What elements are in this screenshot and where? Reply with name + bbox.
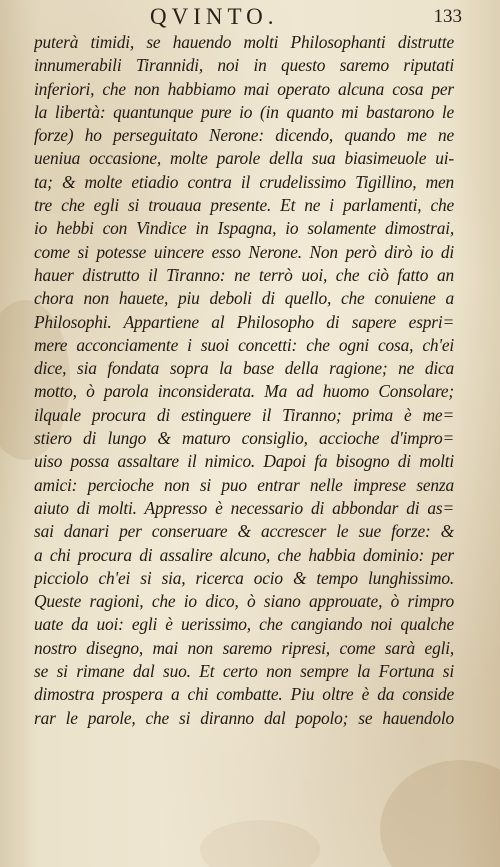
text-line: rar le parole, che si diranno dal popolo; se hauendolo xyxy=(34,707,454,728)
text-line: aiuto di molti. Appresso è necessario di abbondar di as= xyxy=(34,497,454,518)
text-line: Queste ragioni, che io dico, ò siano approuate, ò rimpro xyxy=(34,591,454,612)
text-line: forze) ho perseguitato Nerone: dicendo, quando me ne xyxy=(34,125,454,146)
text-line: tre che egli si trouaua presente. Et ne i parlamenti, che xyxy=(34,195,454,216)
text-line: la libertà: quantunque pure io (in quanto mi bastarono le xyxy=(34,101,454,122)
text-line: amici: percioche non si puo entrar nelle imprese senza xyxy=(34,474,454,495)
text-line: ta; & molte etiadio contra il crudelissimo Tigillino, men xyxy=(34,171,454,192)
text-line: se si rimane dal suo. Et certo non sempre la Fortuna si xyxy=(34,661,454,682)
paper-stain xyxy=(200,820,320,867)
text-line: hauer distrutto il Tiranno: ne terrò uoi, che ciò fatto an xyxy=(34,264,454,285)
text-line: io hebbi con Vindice in Ispagna, io solamente dimostrai, xyxy=(34,218,454,239)
text-line: dice, sia fondata sopra la base della ragione; ne dica xyxy=(34,358,454,379)
text-line: nostro disegno, mai non saremo ripresi, come sarà egli, xyxy=(34,637,454,658)
text-line: come si potesse uincere esso Nerone. Non però dirò io di xyxy=(34,241,454,262)
text-line: chora non hauete, piu deboli di quello, che conuiene a xyxy=(34,288,454,309)
text-line: uiso possa assaltare il nimico. Dapoi fa bisogno di molti xyxy=(34,451,454,472)
text-line: picciolo ch'ei si sia, ricerca ocio & tempo lunghissimo. xyxy=(34,567,454,588)
text-line: mere acconciamente i suoi concetti: che ogni cosa, ch'ei xyxy=(34,334,454,355)
paper-stain xyxy=(380,760,500,867)
running-title: QVINTO. xyxy=(150,4,279,29)
text-line: sai danari per conseruare & accrescer le sue forze: & xyxy=(34,521,454,542)
page-header xyxy=(0,4,500,30)
text-line: ueniua occasione, molte parole della sua biasimeuole ui- xyxy=(34,148,454,169)
text-line: ilquale procura di estinguere il Tiranno; prima è me= xyxy=(34,404,454,425)
text-line: dimostra prospera a chi combatte. Piu oltre è da conside xyxy=(34,684,454,705)
text-line: uate da uoi: egli è uerissimo, che cangiando noi qualche xyxy=(34,614,454,635)
body-text xyxy=(34,31,454,730)
text-line: innumerabili Tirannidi, noi in questo saremo riputati xyxy=(34,55,454,76)
text-line: stiero di lungo & maturo consiglio, accioche d'impro= xyxy=(34,428,454,449)
text-line: inferiori, che non habbiamo mai operato alcuna cosa per xyxy=(34,78,454,99)
text-line: puterà timidi, se hauendo molti Philosophanti distrutte xyxy=(34,32,454,52)
text-line: Philosophi. Appartiene al Philosopho di sapere espri= xyxy=(34,311,454,332)
text-line: a chi procura di assalire alcuno, che habbia dominio: per xyxy=(34,544,454,565)
page-number: 133 xyxy=(433,6,462,27)
text-line: motto, ò parola inconsiderata. Ma ad huomo Consolare; xyxy=(34,381,454,402)
